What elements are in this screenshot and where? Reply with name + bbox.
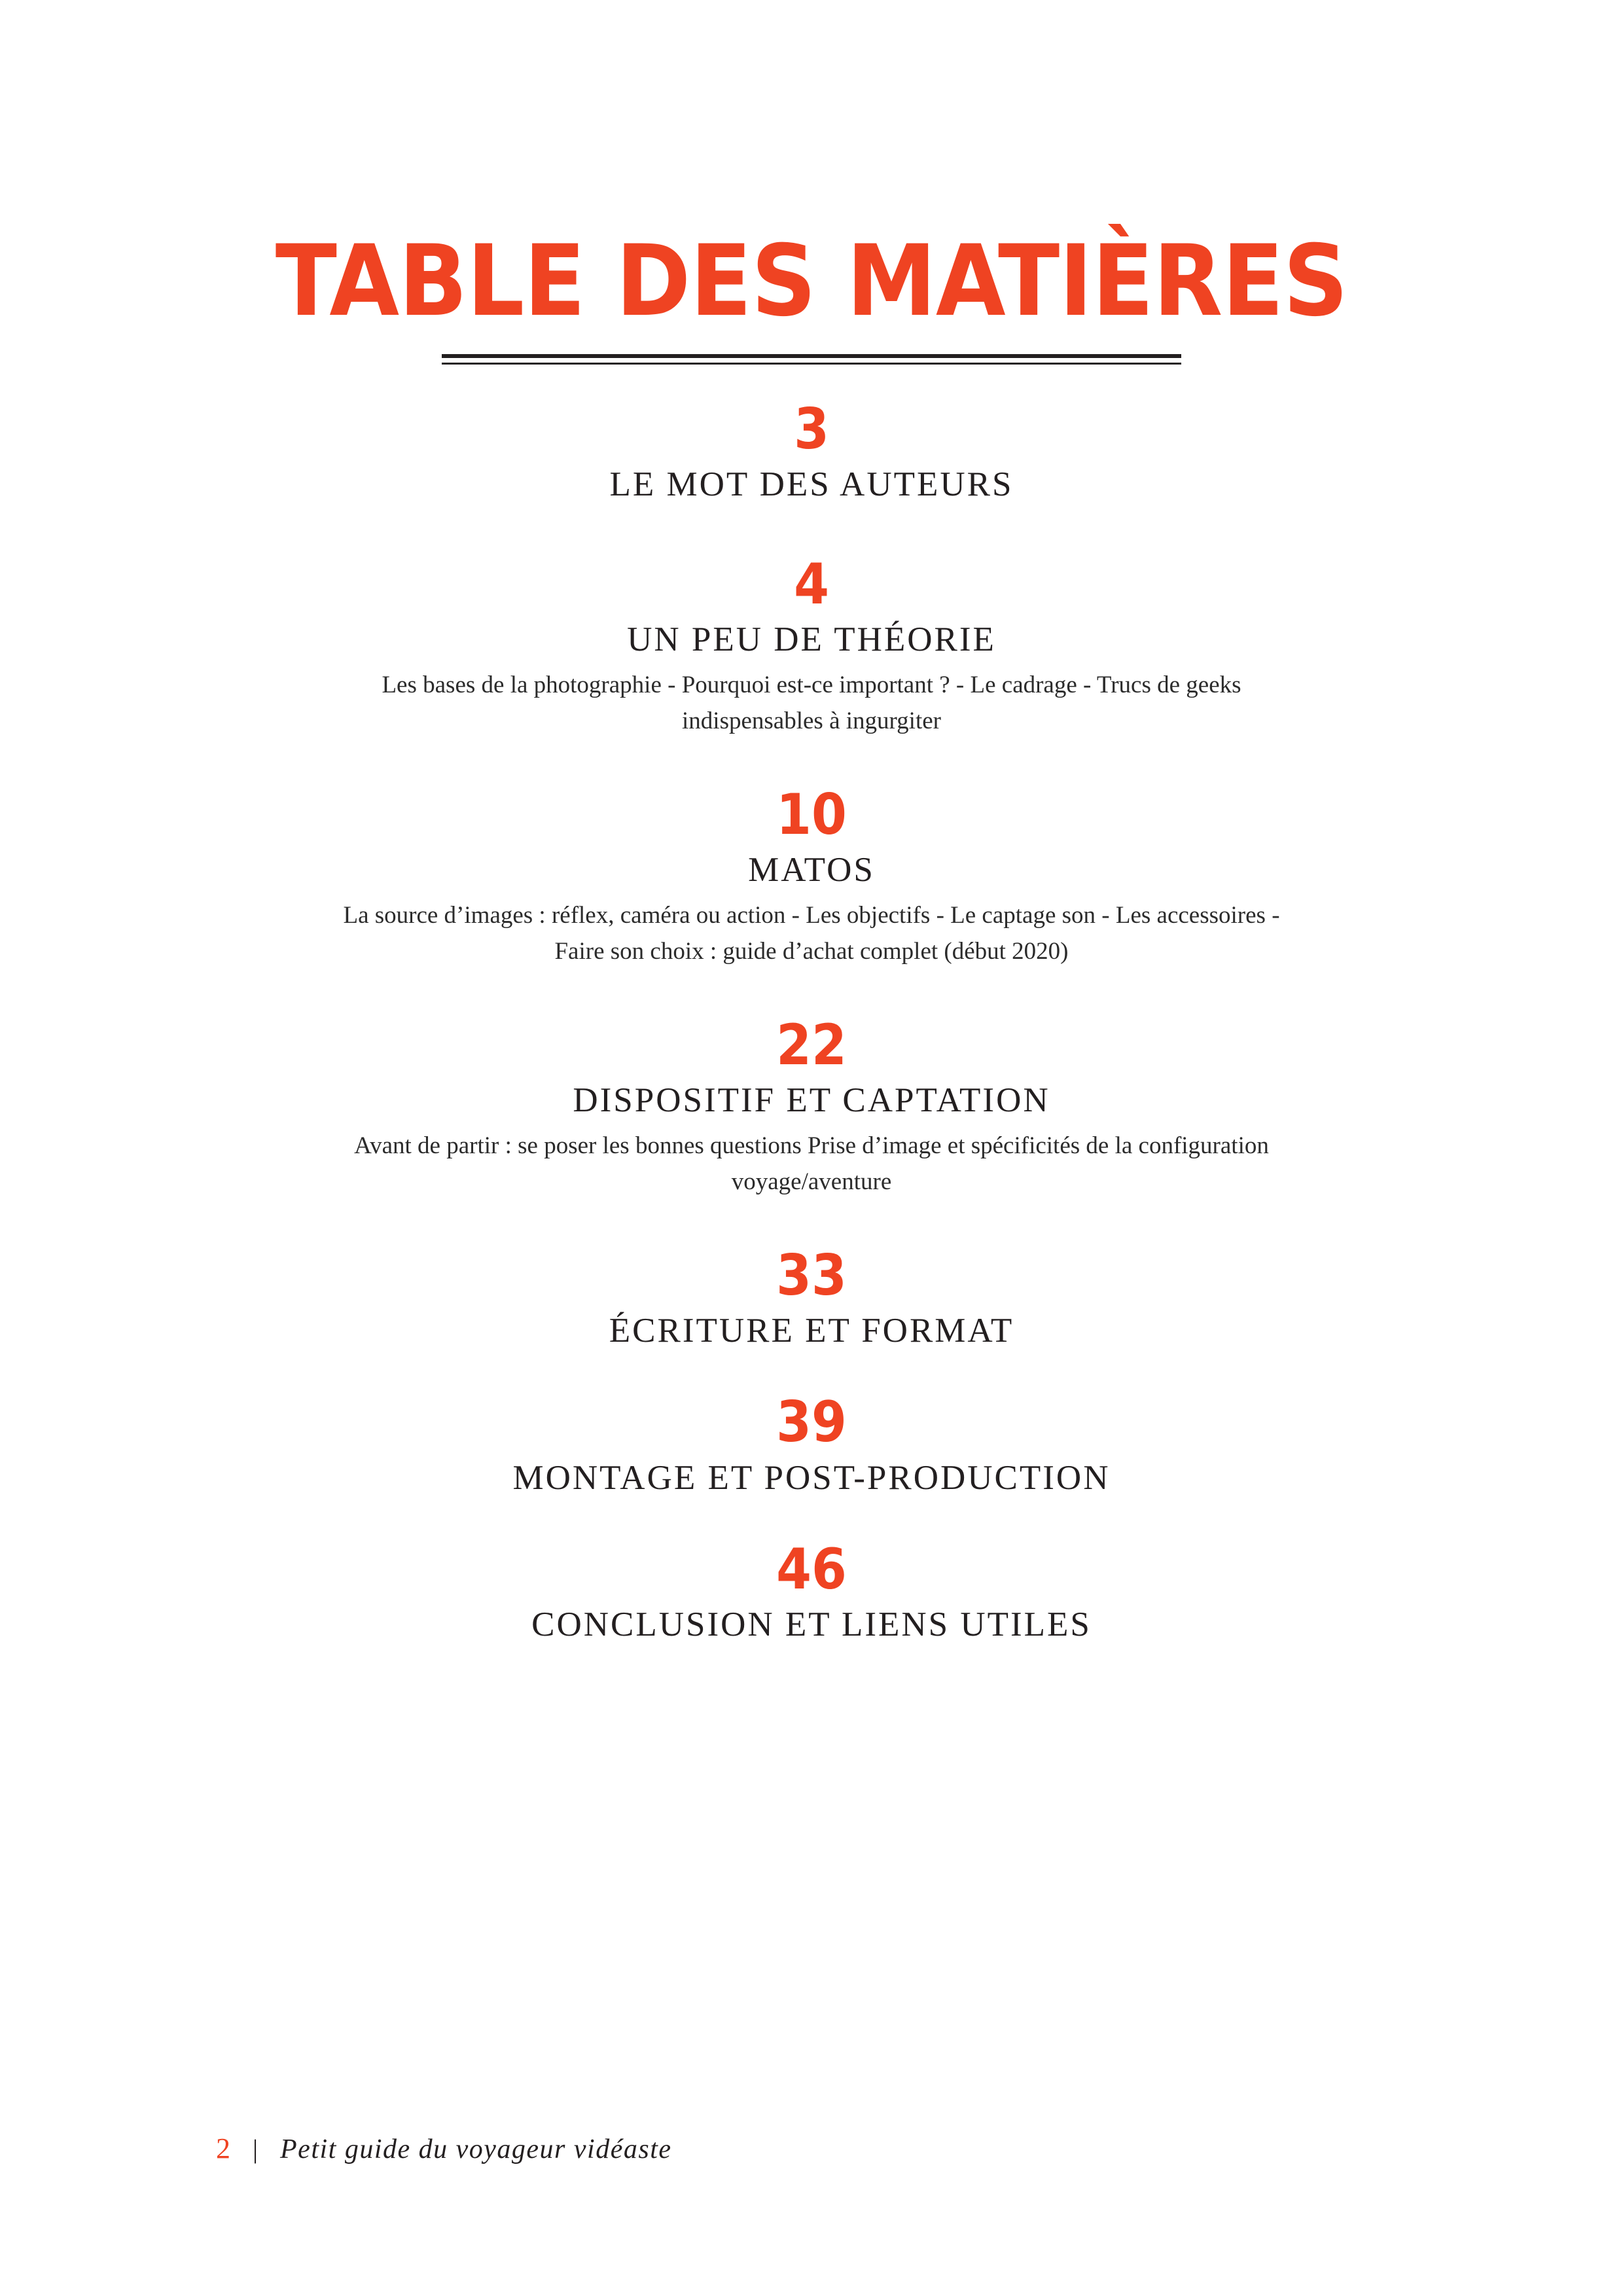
toc-entry-description: Avant de partir : se poser les bonnes questions Prise d’image et spécificités de la configuration voyage/aventure [354, 1132, 1269, 1196]
spacer [0, 1350, 1623, 1393]
toc-entry-page-number: 4 [794, 551, 829, 617]
divider-gap [442, 358, 1181, 363]
toc-entry-list [0, 397, 1623, 1644]
toc-entry[interactable] [0, 1242, 1623, 1350]
toc-entry[interactable] [0, 781, 1623, 970]
page-title: TABLE DES MATIÈRES [275, 224, 1348, 338]
toc-entry-title: LE MOT DES AUTEURS [609, 465, 1014, 504]
toc-entry[interactable] [0, 551, 1623, 740]
toc-entry[interactable] [0, 1390, 1623, 1497]
toc-entry-page-number: 39 [776, 1390, 847, 1456]
spacer [0, 1497, 1623, 1540]
toc-entry-title: CONCLUSION ET LIENS UTILES [531, 1605, 1092, 1644]
toc-entry-title: UN PEU DE THÉORIE [627, 620, 996, 658]
toc-entry-page-number: 10 [776, 781, 847, 848]
title-divider [442, 354, 1181, 365]
spacer [0, 740, 1623, 785]
footer-page-number: 2 [216, 2132, 230, 2164]
table-of-contents [0, 224, 1623, 1644]
footer-book-title: Petit guide du voyageur vidéaste [280, 2134, 672, 2164]
spacer [0, 504, 1623, 555]
footer-separator: | [253, 2134, 259, 2164]
toc-entry-description: La source d’images : réflex, caméra ou action - Les objectifs - Le captage son - Les accessoires - Faire son choix : guide d’achat complet (début 2020) [343, 902, 1280, 965]
toc-entry-page-number: 33 [776, 1242, 847, 1308]
toc-entry-title: MATOS [748, 850, 875, 889]
toc-entry-description: Les bases de la photographie - Pourquoi est-ce important ? - Le cadrage - Trucs de geeks indispensables à ingurgiter [382, 672, 1241, 734]
toc-entry[interactable] [0, 397, 1623, 504]
toc-entry-title: MONTAGE ET POST-PRODUCTION [512, 1458, 1111, 1497]
toc-entry-page-number: 46 [776, 1537, 847, 1603]
divider-thin-line [442, 363, 1181, 365]
toc-entry-title: DISPOSITIF ET CAPTATION [573, 1081, 1050, 1120]
toc-entry[interactable] [0, 1012, 1623, 1200]
spacer [0, 970, 1623, 1016]
toc-entry-page-number: 22 [776, 1012, 847, 1078]
page-footer [216, 2132, 672, 2165]
spacer [0, 1200, 1623, 1246]
toc-entry[interactable] [0, 1537, 1623, 1644]
toc-entry-title: ÉCRITURE ET FORMAT [609, 1312, 1014, 1350]
toc-entry-page-number: 3 [794, 397, 829, 462]
